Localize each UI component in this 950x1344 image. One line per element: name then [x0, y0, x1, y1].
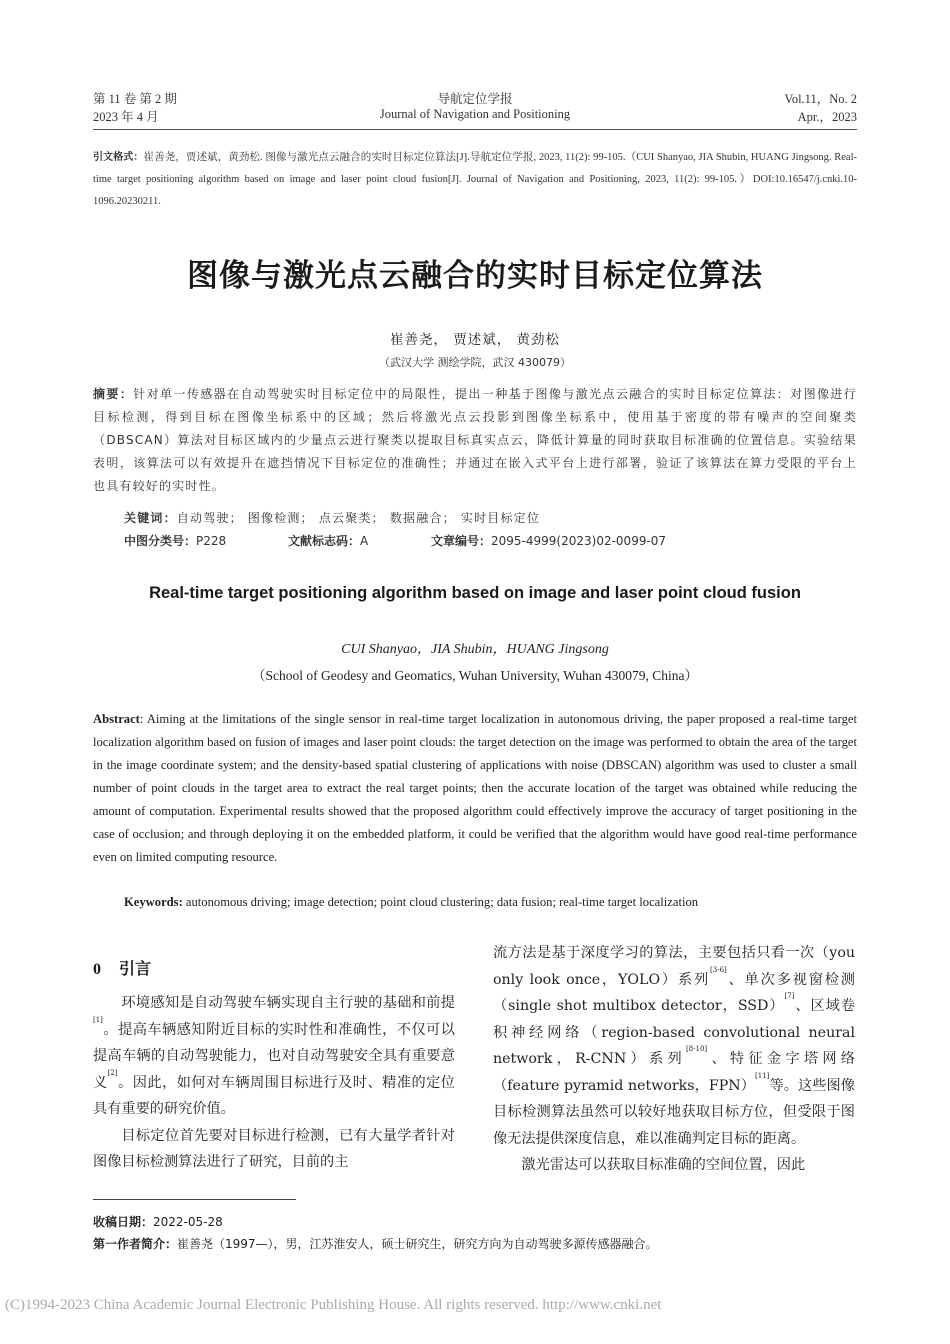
citation-text: 崔善尧，贾述斌，黄劲松. 图像与激光点云融合的实时目标定位算法[J].导航定位学报, 2023, 11(2): 99-105.（CUI Shanyao, JIA Shubin, HUANG Jingsong. Real-time target positioning algorithm based on image and laser point cloud fusion[J]. Journal of Navigation and Positioning, 2023, 11(2): 99-105.）DOI:10.16547/j.cnki.10-1096.20230211. [93, 152, 857, 207]
keywords-en [124, 895, 698, 910]
abstract-en-label: Abstract [93, 712, 140, 726]
section-number: 0 [93, 961, 101, 978]
keywords-cn-label: 关键词： [124, 511, 177, 525]
section-heading-introduction [93, 956, 151, 979]
abstract-cn [93, 383, 857, 498]
footnote-rule [93, 1199, 296, 1200]
authors-cn: 崔善尧， 贾述斌， 黄劲松 [389, 332, 561, 348]
abstract-en [93, 708, 857, 869]
paper-title-en: Real-time target positioning algorithm based on image and laser point cloud fusion [149, 584, 801, 602]
article-number [431, 532, 666, 549]
text-run: 、区域卷积神经网络（region-based convolutional neural network，R-CNN）系列 [493, 998, 855, 1067]
doc-code-label: 文献标志码： [288, 534, 361, 548]
body-right-column [493, 940, 855, 1179]
publication-date-en: Apr.，2023 [797, 110, 857, 124]
clc-number [124, 532, 226, 549]
keywords-en-text: autonomous driving; image detection; point cloud clustering; data fusion; real-time target localization [182, 895, 699, 909]
reference-marker: [2] [107, 1068, 118, 1077]
text-run: 、单次多视窗检测（single shot multibox detector，SSD） [493, 971, 855, 1014]
doc-code-value: A [360, 534, 369, 548]
first-author-bio [93, 1235, 658, 1252]
text-run: 等。这些图像目标检测算法虽然可以较好地获取目标方位，但受限于图像无法提供深度信息，难以准确判定目标的距离。 [493, 1077, 855, 1147]
section-title: 引言 [119, 959, 152, 978]
article-number-label: 文章编号： [431, 534, 492, 548]
text-run: 、特征金字塔网络（feature pyramid networks，FPN） [493, 1051, 855, 1094]
paper-title-cn: 图像与激光点云融合的实时目标定位算法 [187, 258, 763, 294]
text-run: 流方法是基于深度学习的算法，主要包括只看一次（you only look once，YOLO）系列 [493, 945, 855, 988]
paragraph [93, 990, 455, 1123]
citation-block [93, 147, 857, 213]
abstract-cn-label: 摘要： [93, 387, 134, 401]
received-date-label: 收稿日期： [93, 1215, 154, 1229]
header-rule [93, 129, 857, 130]
article-number-value: 2095-4999(2023)02-0099-07 [491, 534, 667, 548]
keywords-cn [124, 509, 540, 526]
journal-name-en: Journal of Navigation and Positioning [379, 107, 571, 121]
reference-marker: [1] [93, 1015, 103, 1024]
paragraph: 激光雷达可以获取目标准确的空间位置，因此 [521, 1157, 806, 1173]
affiliation-en: （School of Geodesy and Geomatics, Wuhan University, Wuhan 430079, China） [252, 668, 698, 683]
authors-en: CUI Shanyao，JIA Shubin，HUANG Jingsong [341, 642, 609, 657]
paragraph [493, 940, 855, 1152]
keywords-cn-text: 自动驾驶； 图像检测； 点云聚类； 数据融合； 实时目标定位 [176, 511, 541, 525]
received-date [93, 1213, 223, 1230]
abstract-cn-text: 针对单一传感器在自动驾驶实时目标定位中的局限性，提出一种基于图像与激光点云融合的实时目标定位算法：对图像进行目标检测，得到目标在图像坐标系中的区域；然后将激光点云投影到图像坐标系中，使用基于密度的带有噪声的空间聚类（DBSCAN）算法对目标区域内的少量点云进行聚类以提取目标真实点云，降低计算量的同时获取目标准确的位置信息。实验结果表明，该算法可以有效提升在遮挡情况下目标定位的准确性；并通过在嵌入式平台上进行部署，验证了该算法在算力受限的平台上也具有较好的实时性。 [93, 387, 857, 493]
clc-label: 中图分类号： [124, 534, 197, 548]
document-code [288, 532, 368, 549]
received-date-value: 2022-05-28 [153, 1215, 223, 1229]
text-run: 。提高车辆感知附近目标的实时性和准确性，不仅可以提高车辆的自动驾驶能力，也对自动驾驶安全具有重要意义 [93, 1021, 455, 1091]
paragraph: 目标定位首先要对目标进行检测，已有大量学者针对图像目标检测算法进行了研究，目前的主 [93, 1127, 455, 1170]
text-run: 环境感知是自动驾驶车辆实现自主行驶的基础和前提 [121, 995, 455, 1011]
keywords-en-label: Keywords: [124, 895, 183, 909]
author-bio-label: 第一作者简介： [93, 1237, 178, 1251]
copyright-notice: (C)1994-2023 China Academic Journal Electronic Publishing House. All rights reserved. http://www.cnki.net [5, 1297, 662, 1313]
citation-label: 引文格式： [93, 152, 144, 163]
author-bio-value: 崔善尧（1997—），男，江苏淮安人，硕士研究生，研究方向为自动驾驶多源传感器融合。 [177, 1237, 658, 1251]
reference-marker: [11] [755, 1071, 770, 1080]
reference-marker: [7] [784, 992, 795, 1000]
reference-marker: [8-10] [685, 1045, 708, 1053]
reference-marker: [3-6] [710, 965, 727, 974]
publication-date: 2023 年 4 月 [93, 110, 159, 124]
abstract-en-text: : Aiming at the limitations of the single sensor in real-time target localization in autonomous driving, the paper proposed a real-time target localization algorithm based on fusion of images and laser point clouds: the target detection on the image was performed to obtain the area of the target in the image coordinate system; and the density-based spatial clustering of applications with noise (DBSCAN) algorithm was used to cluster a small number of point clouds in the target area to extract the real target points; then the accurate location of the target was obtained while reducing the amount of computation. Experimental results showed that the proposed algorithm could effectively improve the accuracy of target positioning in the case of occlusion; and through deploying it on the embedded platform, it could be verified that the algorithm would have good real-time performance even on limited computing resource. [93, 712, 857, 864]
text-run: 。因此，如何对车辆周围目标进行及时、精准的定位具有重要的研究价值。 [93, 1074, 455, 1117]
affiliation-cn: （武汉大学 测绘学院，武汉 430079） [379, 356, 571, 369]
volume-issue: 第 11 卷 第 2 期 [93, 92, 177, 106]
journal-name-cn: 导航定位学报 [437, 92, 513, 106]
volume-issue-en: Vol.11，No. 2 [784, 92, 857, 106]
clc-value: P228 [196, 534, 227, 548]
body-left-column [93, 990, 455, 1176]
